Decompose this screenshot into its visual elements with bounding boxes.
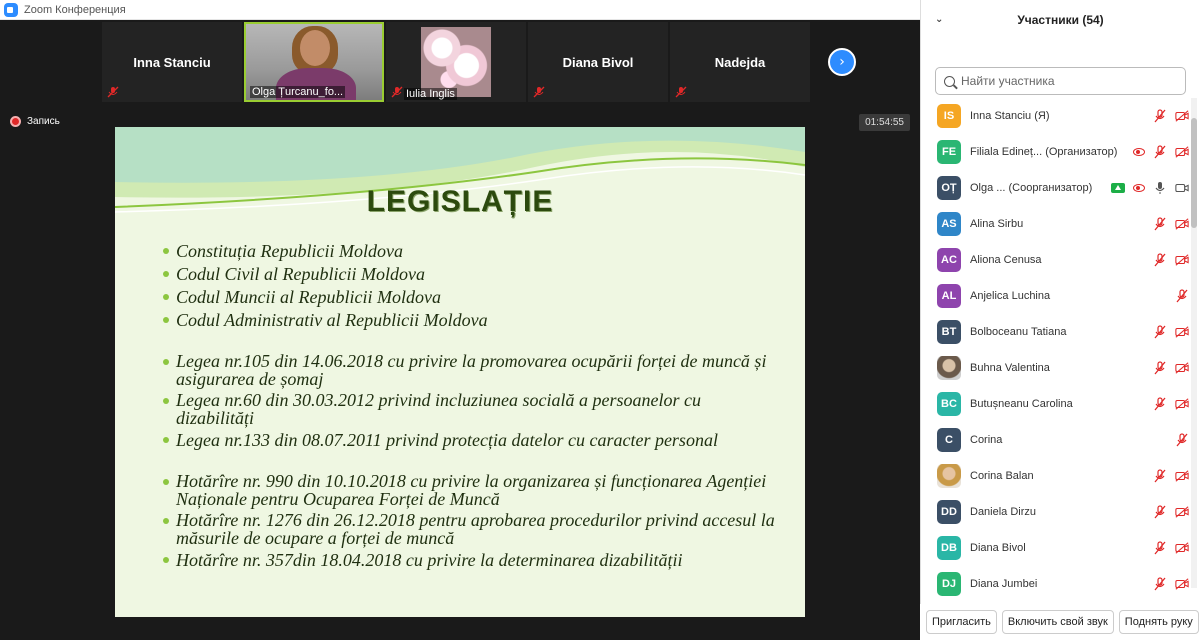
slide-bullet: Hotărîre nr. 1276 din 26.12.2018 pentru aprobarea procedurilor privind accesul la măsurile de ocupare a forței de muncă (163, 511, 783, 547)
muted-mic-icon (675, 86, 687, 98)
participant-row[interactable] (921, 458, 1189, 494)
slide-bullet: Constituția Republicii Moldova (163, 241, 783, 261)
participant-name: Anjelica Luchina (970, 290, 1051, 302)
video-strip (102, 22, 810, 102)
slide-bullet: Hotărîre nr. 357din 18.04.2018 cu privire la determinarea dizabilității (163, 550, 783, 570)
participant-scrollbar[interactable] (1191, 98, 1197, 588)
camera-off-icon[interactable] (1175, 253, 1189, 267)
slide-bullet: Hotărîre nr. 990 din 10.10.2018 cu privire la organizarea și funcționarea Agenției Naționale pentru Ocuparea Forței de Muncă (163, 472, 783, 508)
participant-status-icons (1153, 361, 1189, 375)
participant-status-icons (1175, 433, 1189, 447)
muted-mic-icon[interactable] (1153, 361, 1167, 375)
participant-avatar: OȚ (937, 176, 961, 200)
record-icon (10, 116, 21, 127)
muted-mic-icon[interactable] (1153, 253, 1167, 267)
invite-button[interactable]: Пригласить (926, 610, 997, 634)
camera-off-icon[interactable] (1175, 325, 1189, 339)
recording-indicator[interactable] (10, 116, 60, 127)
participant-status-icons (1153, 397, 1189, 411)
video-tile-diana[interactable] (528, 22, 668, 102)
tile-name: Inna Stanciu (133, 54, 211, 70)
camera-icon[interactable] (1175, 181, 1189, 195)
recording-label: Запись (27, 116, 60, 127)
camera-off-icon[interactable] (1175, 397, 1189, 411)
slide-title: LEGISLAȚIE (366, 185, 554, 218)
participant-name: Filiala Edineț... (Организатор) (970, 146, 1118, 158)
muted-mic-icon[interactable] (1175, 433, 1189, 447)
participant-name: Corina (970, 434, 1003, 446)
participant-row[interactable] (921, 278, 1189, 314)
camera-off-icon[interactable] (1175, 577, 1189, 591)
slide-bullet: Legea nr.60 din 30.03.2012 privind incluziunea socială a persoanelor cu dizabilități (163, 391, 783, 427)
mic-icon[interactable] (1153, 181, 1167, 195)
participant-name: Daniela Dirzu (970, 506, 1037, 518)
search-icon (944, 76, 955, 87)
muted-mic-icon[interactable] (1153, 505, 1167, 519)
participant-name: Aliona Cenusa (970, 254, 1042, 266)
tile-name: Nadejda (714, 54, 766, 70)
participant-name: Corina Balan (970, 470, 1034, 482)
participant-row[interactable] (921, 170, 1189, 206)
participant-row[interactable] (921, 134, 1189, 170)
participant-row[interactable] (921, 242, 1189, 278)
slide-bullet: Codul Muncii al Republicii Moldova (163, 287, 783, 307)
participant-status-icons (1153, 577, 1189, 591)
tile-name: Diana Bivol (562, 54, 634, 70)
tile-name: Olga Țurcanu_fo... (252, 86, 344, 98)
raise-hand-button[interactable]: Поднять руку (1119, 610, 1199, 634)
participant-avatar: IS (937, 104, 961, 128)
participant-row[interactable] (921, 386, 1189, 422)
muted-mic-icon (533, 86, 545, 98)
video-area (0, 20, 920, 640)
participant-avatar: AC (937, 248, 961, 272)
participant-name: Bolboceanu Tatiana (970, 326, 1067, 338)
participant-avatar: AL (937, 284, 961, 308)
participant-status-icons (1153, 217, 1189, 231)
participant-status-icons (1111, 181, 1189, 195)
video-tile-nadejda[interactable] (670, 22, 810, 102)
muted-mic-icon[interactable] (1175, 289, 1189, 303)
participant-status-icons (1153, 469, 1189, 483)
participant-row[interactable] (921, 350, 1189, 386)
search-input[interactable] (961, 74, 1171, 88)
camera-off-icon[interactable] (1175, 217, 1189, 231)
camera-off-icon[interactable] (1175, 145, 1189, 159)
screen-share-icon (1111, 183, 1125, 193)
participant-status-icons (1175, 289, 1189, 303)
slide-bullet: Legea nr.133 din 08.07.2011 privind protecția datelor cu caracter personal (163, 430, 783, 450)
muted-mic-icon[interactable] (1153, 217, 1167, 231)
title-bar (0, 0, 920, 20)
recording-icon (1133, 148, 1145, 156)
muted-mic-icon[interactable] (1153, 541, 1167, 555)
slide-bullet: Legea nr.105 din 14.06.2018 cu privire la promovarea ocupării forței de muncă și asigurarea de șomaj (163, 352, 783, 388)
participant-name: Diana Jumbei (970, 578, 1038, 590)
participant-name: Diana Bivol (970, 542, 1026, 554)
participant-status-icons (1153, 109, 1189, 123)
participant-status-icons (1153, 253, 1189, 267)
participant-avatar: DD (937, 500, 961, 524)
participant-avatar: BC (937, 392, 961, 416)
participant-row[interactable] (921, 206, 1189, 242)
participants-footer (920, 604, 1200, 640)
participant-avatar: AS (937, 212, 961, 236)
participant-row[interactable] (921, 314, 1189, 350)
slide-bullet: Codul Civil al Republicii Moldova (163, 264, 783, 284)
collapse-chevron-icon[interactable]: ⌄ (935, 14, 944, 25)
participant-status-icons (1153, 325, 1189, 339)
participant-name: Olga ... (Соорганизатор) (970, 182, 1093, 194)
participant-status-icons (1153, 505, 1189, 519)
next-page-button[interactable]: › (828, 48, 856, 76)
muted-mic-icon[interactable] (1153, 469, 1167, 483)
participant-status-icons (1133, 145, 1189, 159)
tile-name: Iulia Inglis (406, 88, 455, 100)
video-tile-iulia[interactable] (386, 22, 526, 102)
camera-off-icon[interactable] (1175, 469, 1189, 483)
participants-title: Участники (54) (1017, 13, 1104, 27)
participant-row[interactable] (921, 98, 1189, 134)
participant-row[interactable] (921, 566, 1189, 602)
scrollbar-thumb[interactable] (1191, 118, 1197, 228)
participant-name: Buhna Valentina (970, 362, 1050, 374)
slide-bullet-list (163, 241, 783, 573)
slide-bullet: Codul Administrativ al Republicii Moldova (163, 310, 783, 330)
participant-status-icons (1153, 541, 1189, 555)
video-tile-olga[interactable] (244, 22, 384, 102)
muted-mic-icon[interactable] (1153, 397, 1167, 411)
muted-mic-icon (107, 86, 119, 98)
participant-avatar: C (937, 428, 961, 452)
muted-mic-icon[interactable] (1153, 109, 1167, 123)
participant-name: Alina Sirbu (970, 218, 1024, 230)
muted-mic-icon[interactable] (1153, 145, 1167, 159)
participant-search[interactable] (935, 67, 1186, 95)
video-tile-inna[interactable] (102, 22, 242, 102)
participant-photo-avatar (937, 356, 961, 380)
meeting-timer: 01:54:55 (859, 114, 910, 131)
shared-slide (115, 127, 805, 617)
participant-row[interactable] (921, 422, 1189, 458)
iulia-profile-picture (421, 27, 491, 97)
participant-list (921, 98, 1189, 602)
camera-off-icon[interactable] (1175, 109, 1189, 123)
participant-row[interactable] (921, 530, 1189, 566)
camera-off-icon[interactable] (1175, 505, 1189, 519)
participant-photo-avatar (937, 464, 961, 488)
recording-icon (1133, 184, 1145, 192)
participants-panel (920, 0, 1200, 640)
muted-mic-icon[interactable] (1153, 325, 1167, 339)
participant-row[interactable] (921, 494, 1189, 530)
participant-name: Butușneanu Carolina (970, 398, 1073, 410)
camera-off-icon[interactable] (1175, 541, 1189, 555)
muted-mic-icon (391, 86, 403, 98)
participant-avatar: DJ (937, 572, 961, 596)
participant-avatar: FE (937, 140, 961, 164)
participant-avatar: BT (937, 320, 961, 344)
zoom-app-icon (4, 3, 18, 17)
unmute-self-button[interactable]: Включить свой звук (1002, 610, 1114, 634)
muted-mic-icon[interactable] (1153, 577, 1167, 591)
window-title: Zoom Конференция (24, 3, 126, 16)
participant-avatar: DB (937, 536, 961, 560)
participant-name: Inna Stanciu (Я) (970, 110, 1050, 122)
camera-off-icon[interactable] (1175, 361, 1189, 375)
